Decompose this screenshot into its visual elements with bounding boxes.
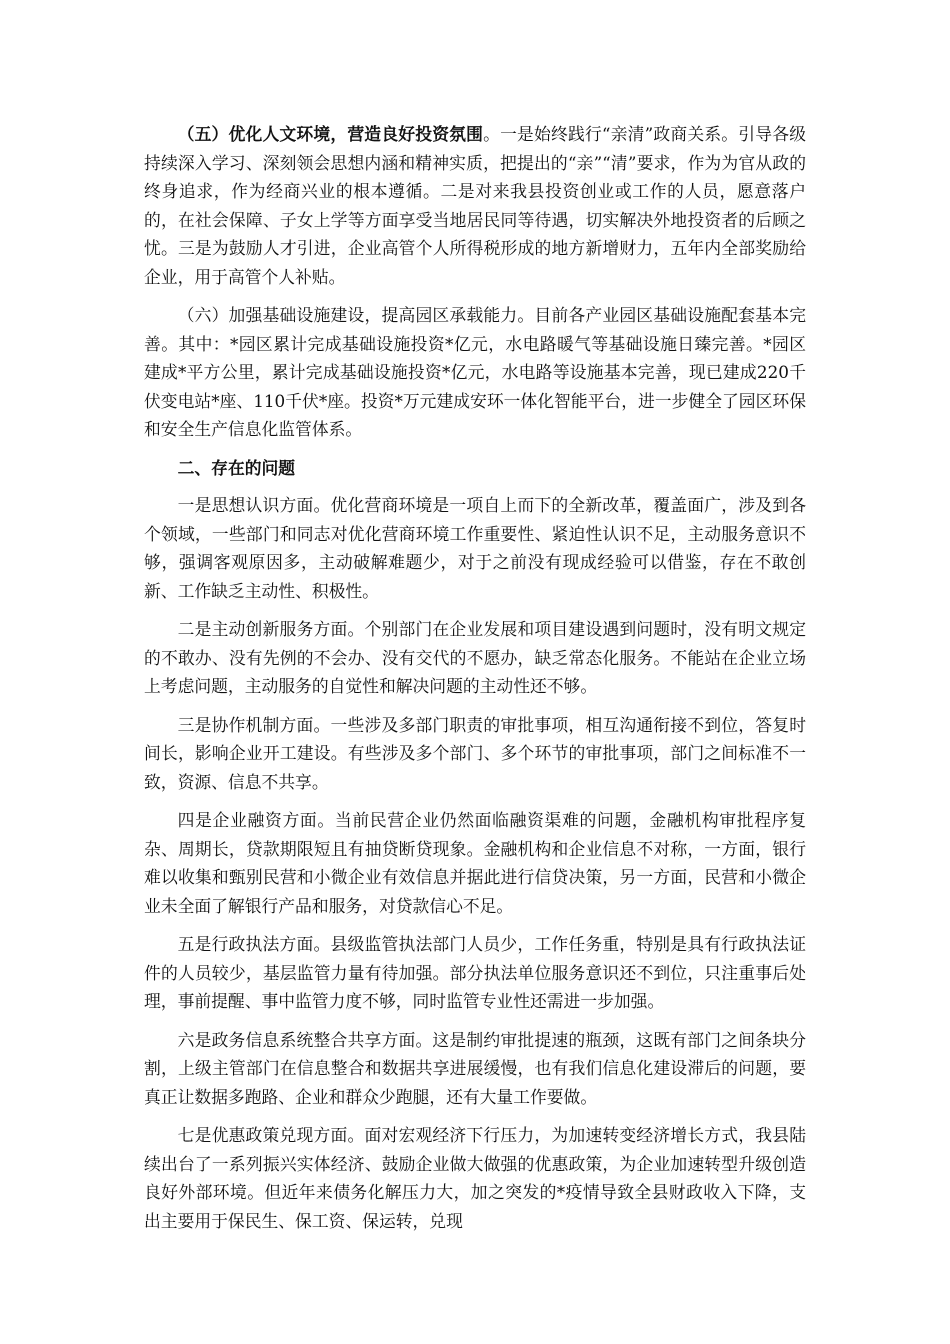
paragraph-text: 。一是始终践行“亲清”政商关系。引导各级持续深入学习、深刻领会思想内涵和精神实质，把提出的“亲”“清”要求，作为为官从政的终身追求，作为经商兴业的根本遵循。二是对来我县投资创业或工作的人员，愿意落户的，在社会保障、子女上学等方面享受当地居民同等待遇，切实解决外地投资者的后顾之忧。三是为鼓励人才引进，企业高管个人所得税形成的地方新增财力，五年内全部奖励给企业，用于高管个人补贴。 <box>144 124 806 287</box>
paragraph-issue-service: 二是主动创新服务方面。个别部门在企业发展和项目建设遇到问题时，没有明文规定的不敢办、没有先例的不会办、没有交代的不愿办，缺乏常态化服务。不能站在企业立场上考虑问题，主动服务的自觉性和解决问题的主动性还不够。 <box>144 619 806 696</box>
paragraph-issue-policy-fulfillment: 七是优惠政策兑现方面。面对宏观经济下行压力，为加速转变经济增长方式，我县陆续出台了一系列振兴实体经济、鼓励企业做大做强的优惠政策，为企业加速转型升级创造良好外部环境。但近年来债务化解压力大，加之突发的*疫情导致全县财政收入下降，支出主要用于保民生、保工资、保运转，兑现 <box>144 1125 806 1231</box>
paragraph-issue-information-sharing: 六是政务信息系统整合共享方面。这是制约审批提速的瓶颈，这既有部门之间条块分割，上级主管部门在信息整合和数据共享进展缓慢，也有我们信息化建设滞后的问题，要真正让数据多跑路、企业和群众少跑腿，还有大量工作要做。 <box>144 1029 806 1107</box>
paragraph-heading: （五）优化人文环境，营造良好投资氛围 <box>177 124 484 144</box>
document-body <box>144 120 806 1235</box>
paragraph-optimize-humanistic-environment <box>144 120 806 291</box>
paragraph-issue-financing: 四是企业融资方面。当前民营企业仍然面临融资渠难的问题，金融机构审批程序复杂、周期长，贷款期限短且有抽贷断贷现象。金融机构和企业信息不对称，一方面，银行难以收集和甄别民营和小微企业有效信息并据此进行信贷决策，另一方面，民营和小微企业未全面了解银行产品和服务，对贷款信心不足。 <box>144 810 806 916</box>
paragraph-issue-collaboration: 三是协作机制方面。一些涉及多部门职责的审批事项，相互沟通衔接不到位，答复时间长，影响企业开工建设。有些涉及多个部门、多个环节的审批事项，部门之间标准不一致，资源、信息不共享。 <box>144 714 806 792</box>
paragraph-issue-thinking: 一是思想认识方面。优化营商环境是一项自上而下的全新改革，覆盖面广，涉及到各个领域，一些部门和同志对优化营商环境工作重要性、紧迫性认识不足，主动服务意识不够，强调客观原因多，主动破解难题少，对于之前没有现成经验可以借鉴，存在不敢创新、工作缺乏主动性、积极性。 <box>144 495 806 601</box>
section-title: 二、存在的问题 <box>177 457 296 478</box>
paragraph-infrastructure: （六）加强基础设施建设，提高园区承载能力。目前各产业园区基础设施配套基本完善。其中：*园区累计完成基础设施投资*亿元，水电路暖气等基础设施日臻完善。*园区建成*平方公里，累计完成基础设施投资*亿元，水电路等设施基本完善，现已建成220千伏变电站*座、110千伏*座。投资*万元建成安环一体化智能平台，进一步健全了园区环保和安全生产信息化监管体系。 <box>144 305 806 439</box>
paragraph-issue-law-enforcement: 五是行政执法方面。县级监管执法部门人员少，工作任务重，特别是具有行政执法证件的人员较少，基层监管力量有待加强。部分执法单位服务意识还不到位，只注重事后处理，事前提醒、事中监管力度不够，同时监管专业性还需进一步加强。 <box>144 934 806 1011</box>
